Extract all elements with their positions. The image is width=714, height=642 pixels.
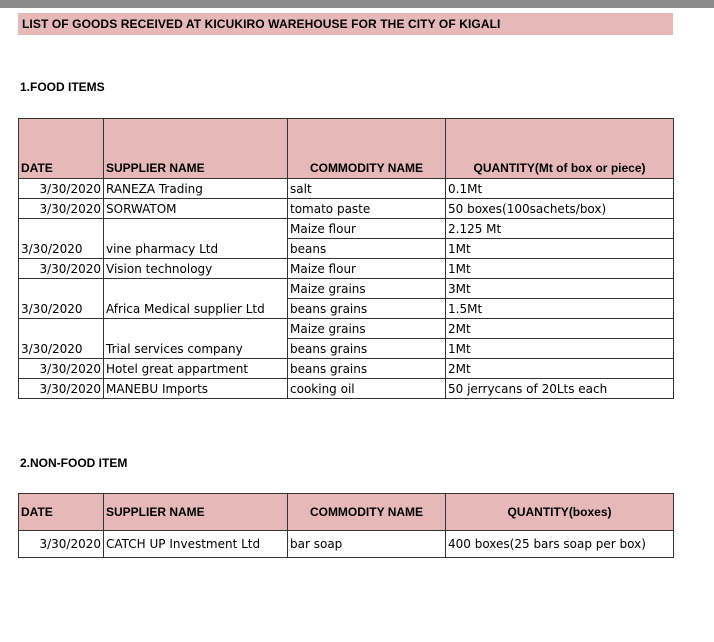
- table-row: [19, 199, 674, 219]
- table-row: [19, 239, 674, 259]
- table-row: [19, 279, 674, 299]
- cell-date: 3/30/2020: [19, 259, 104, 279]
- cell-quantity: 50 boxes(100sachets/box): [446, 199, 674, 219]
- cell-supplier: CATCH UP Investment Ltd: [104, 531, 288, 558]
- cell-supplier: Hotel great appartment: [104, 359, 288, 379]
- cell-commodity: Maize flour: [288, 219, 446, 239]
- cell-commodity: cooking oil: [288, 379, 446, 399]
- cell-quantity: 3Mt: [446, 279, 674, 299]
- header-supplier: SUPPLIER NAME: [104, 494, 288, 531]
- cell-date: 3/30/2020: [19, 531, 104, 558]
- cell-quantity: 0.1Mt: [446, 179, 674, 199]
- cell-date: [19, 319, 104, 339]
- cell-date: 3/30/2020: [19, 199, 104, 219]
- cell-commodity: salt: [288, 179, 446, 199]
- cell-quantity: 2.125 Mt: [446, 219, 674, 239]
- cell-quantity: 50 jerrycans of 20Lts each: [446, 379, 674, 399]
- cell-quantity: 1Mt: [446, 259, 674, 279]
- header-quantity: QUANTITY(boxes): [446, 494, 674, 531]
- table-row: [19, 219, 674, 239]
- section-food-items: 1.FOOD ITEMS: [20, 80, 105, 94]
- cell-commodity: Maize flour: [288, 259, 446, 279]
- cell-commodity: Maize grains: [288, 319, 446, 339]
- table-header-row: [19, 494, 674, 531]
- cell-commodity: beans grains: [288, 299, 446, 319]
- cell-date: 3/30/2020: [19, 339, 104, 359]
- table-row: [19, 379, 674, 399]
- table-row: [19, 359, 674, 379]
- cell-commodity: beans grains: [288, 339, 446, 359]
- header-supplier: SUPPLIER NAME: [104, 119, 288, 179]
- cell-date: 3/30/2020: [19, 239, 104, 259]
- cell-supplier: Trial services company: [104, 339, 288, 359]
- cell-supplier: [104, 219, 288, 239]
- top-bar: [0, 0, 714, 8]
- cell-quantity: 2Mt: [446, 319, 674, 339]
- cell-date: 3/30/2020: [19, 179, 104, 199]
- cell-commodity: bar soap: [288, 531, 446, 558]
- cell-supplier: SORWATOM: [104, 199, 288, 219]
- non-food-items-table: [18, 493, 674, 558]
- cell-quantity: 1Mt: [446, 239, 674, 259]
- cell-supplier: [104, 279, 288, 299]
- page-title: LIST OF GOODS RECEIVED AT KICUKIRO WAREHOUSE FOR THE CITY OF KIGALI: [22, 17, 501, 31]
- cell-date: [19, 279, 104, 299]
- header-date: DATE: [19, 119, 104, 179]
- food-items-table: [18, 118, 674, 399]
- cell-date: 3/30/2020: [19, 379, 104, 399]
- cell-quantity: 400 boxes(25 bars soap per box): [446, 531, 674, 558]
- cell-commodity: tomato paste: [288, 199, 446, 219]
- table-header-row: [19, 119, 674, 179]
- table-row: [19, 531, 674, 558]
- cell-supplier: RANEZA Trading: [104, 179, 288, 199]
- section-non-food-item: 2.NON-FOOD ITEM: [20, 456, 128, 470]
- cell-date: 3/30/2020: [19, 299, 104, 319]
- cell-quantity: 2Mt: [446, 359, 674, 379]
- cell-commodity: beans: [288, 239, 446, 259]
- cell-supplier: MANEBU Imports: [104, 379, 288, 399]
- header-date: DATE: [19, 494, 104, 531]
- header-commodity: COMMODITY NAME: [288, 494, 446, 531]
- table-row: [19, 259, 674, 279]
- cell-supplier: Vision technology: [104, 259, 288, 279]
- cell-quantity: 1.5Mt: [446, 299, 674, 319]
- cell-supplier: Africa Medical supplier Ltd: [104, 299, 288, 319]
- header-quantity: QUANTITY(Mt of box or piece): [446, 119, 674, 179]
- cell-commodity: Maize grains: [288, 279, 446, 299]
- table-row: [19, 319, 674, 339]
- cell-commodity: beans grains: [288, 359, 446, 379]
- cell-supplier: vine pharmacy Ltd: [104, 239, 288, 259]
- table-row: [19, 299, 674, 319]
- cell-quantity: 1Mt: [446, 339, 674, 359]
- cell-supplier: [104, 319, 288, 339]
- table-row: [19, 179, 674, 199]
- cell-date: [19, 219, 104, 239]
- table-row: [19, 339, 674, 359]
- header-commodity: COMMODITY NAME: [288, 119, 446, 179]
- cell-date: 3/30/2020: [19, 359, 104, 379]
